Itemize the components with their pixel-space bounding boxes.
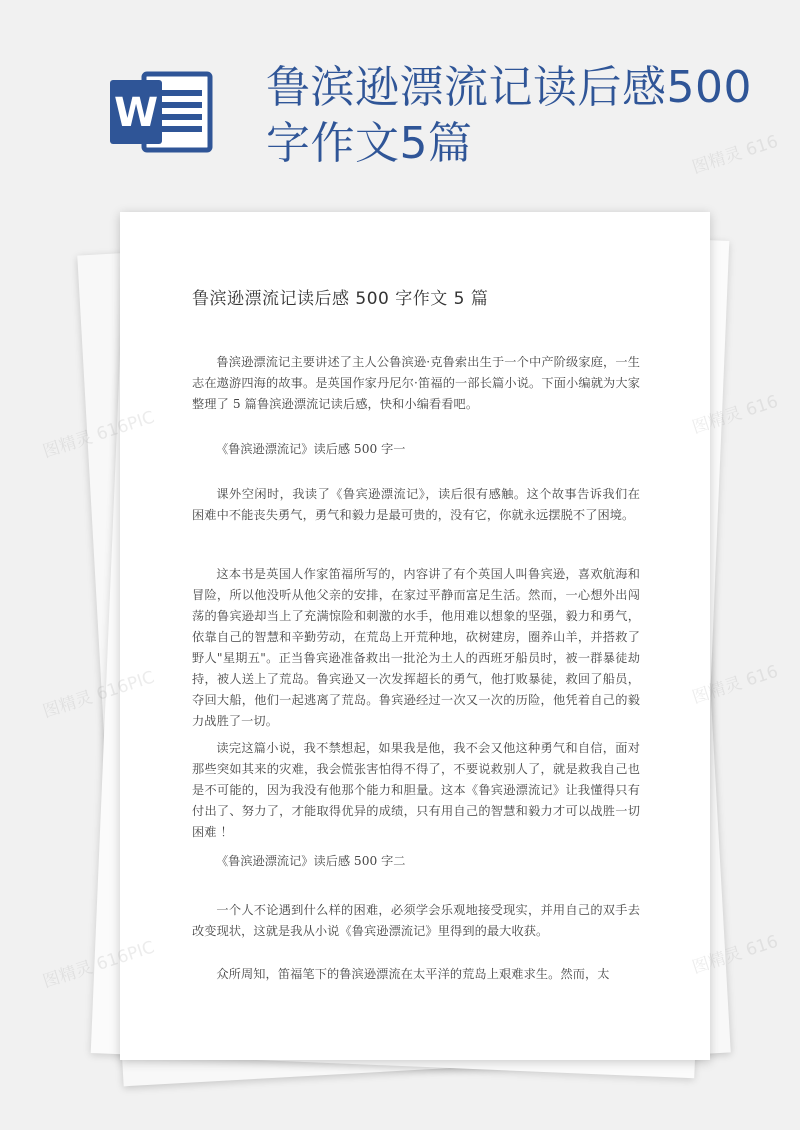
paragraph: 读完这篇小说，我不禁想起，如果我是他，我不会又他这种勇气和自信，面对那些突如其来的灾难，我会慌张害怕得不得了，不要说救别人了，就是救我自己也是不可能的，因为我没有他那个能力和胆量。这本《鲁宾逊漂流记》让我懂得只有付出了、努力了，才能取得优异的成绩，只有用自己的智慧和毅力才可以战胜一切困难 ！ bbox=[192, 741, 640, 839]
watermark: 图精灵 616 bbox=[689, 931, 781, 979]
document-page bbox=[120, 212, 710, 1060]
section-title-2: 《鲁滨逊漂流记》读后感 500 字二 bbox=[216, 854, 406, 868]
paragraph: 一个人不论遇到什么样的困难，必须学会乐观地接受现实，并用自己的双手去改变现状，这就是我从小说《鲁宾逊漂流记》里得到的最大收获。 bbox=[192, 903, 640, 938]
intro-paragraph: 鲁滨逊漂流记主要讲述了主人公鲁滨逊·克鲁索出生于一个中产阶级家庭，一生志在遨游四海的故事。是英国作家丹尼尔·笛福的一部长篇小说。下面小编就为大家整理了 5 篇鲁滨逊漂流记读后感，快和小编看看吧。 bbox=[192, 355, 640, 411]
paragraph: 众所周知，笛福笔下的鲁滨逊漂流在太平洋的荒岛上艰难求生。然而，太 bbox=[216, 967, 610, 981]
section-title-1: 《鲁滨逊漂流记》读后感 500 字一 bbox=[216, 442, 406, 456]
header bbox=[0, 0, 800, 200]
watermark: 图精灵 616PIC bbox=[40, 667, 158, 723]
watermark: 图精灵 bbox=[40, 957, 96, 993]
paragraph: 这本书是英国人作家笛福所写的，内容讲了有个英国人叫鲁宾逊，喜欢航海和冒险，所以他没听从他父亲的安排，在家过平静而富足生活。然而，一心想外出闯荡的鲁宾逊却当上了充满惊险和刺激的水手，他用难以想象的坚强，毅力和勇气，依靠自己的智慧和辛勤劳动，在荒岛上开荒种地，砍树建房，圈养山羊，并搭救了野人"星期五"。正当鲁宾逊准备救出一批沦为土人的西班牙船员时，被一群暴徒劫持，被人送上了荒岛。鲁宾逊又一次发挥超长的勇气，他打败暴徒，救回了船员，夺回大船，他们一起逃离了荒岛。鲁宾逊经过一次又一次的历险，他凭着自己的毅力战胜了一切。 bbox=[192, 567, 640, 728]
watermark: 图精灵 bbox=[40, 427, 96, 463]
watermark: 图精灵 616 bbox=[689, 661, 781, 709]
svg-text:W: W bbox=[113, 90, 159, 136]
watermark: 图精灵 616 bbox=[689, 131, 781, 179]
page-title: 鲁滨逊漂流记读后感 500 字作文 5 篇 bbox=[192, 289, 489, 309]
word-document-icon bbox=[110, 66, 220, 158]
paragraph: 课外空闲时，我读了《鲁宾逊漂流记》，读后很有感触。这个故事告诉我们在困难中不能丧失勇气，勇气和毅力是最可贵的，没有它，你就永远摆脱不了困境。 bbox=[192, 487, 640, 522]
document-title: 鲁滨逊漂流记读后感500字作文5篇 bbox=[266, 62, 752, 169]
watermark: 图精灵 616 bbox=[689, 391, 781, 439]
